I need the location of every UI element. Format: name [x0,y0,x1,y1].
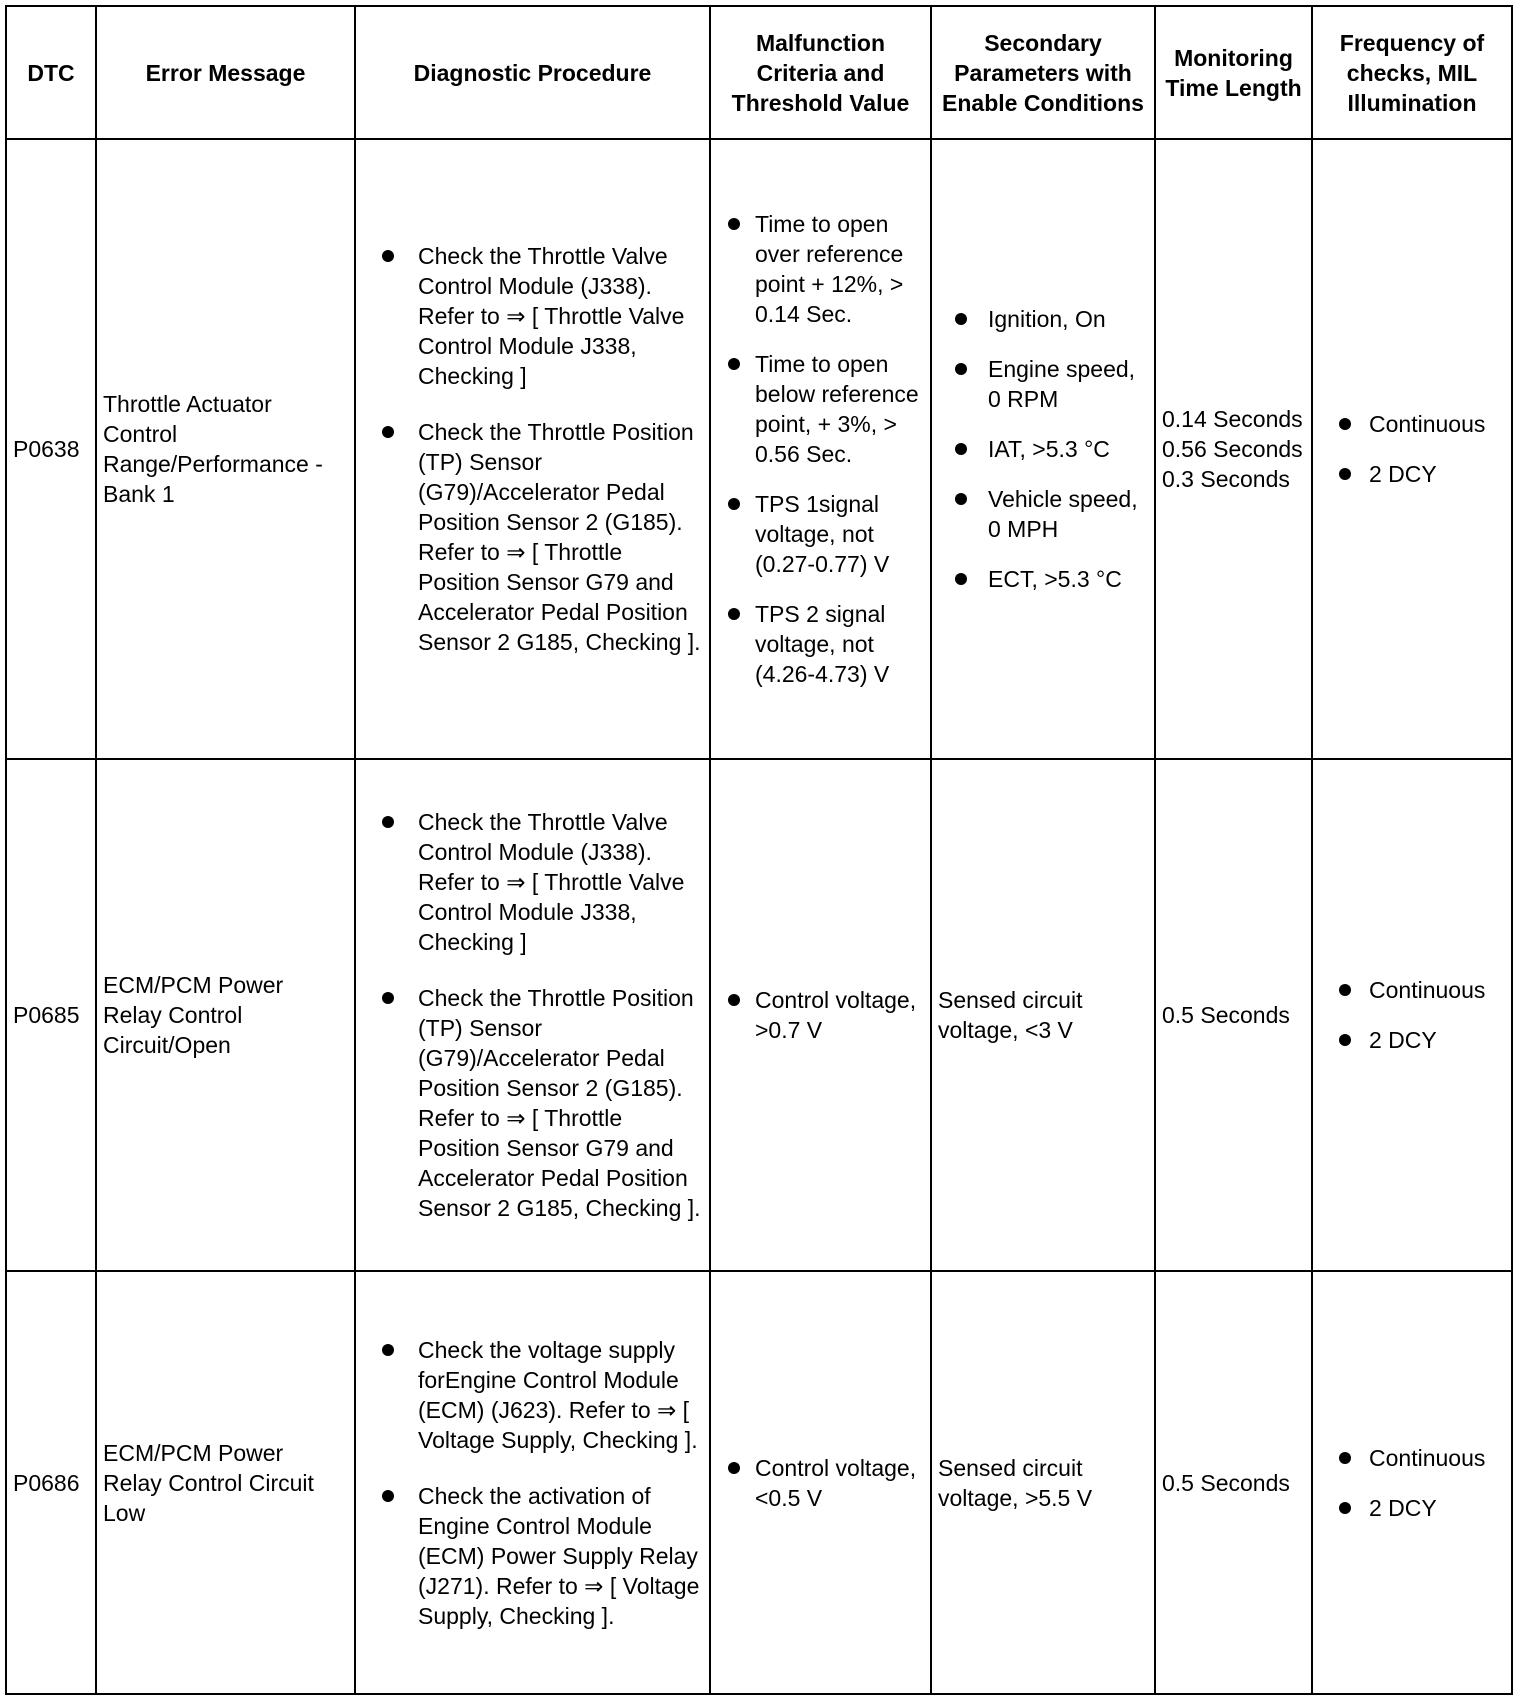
criteria-item: TPS 1signal voltage, not (0.27-0.77) V [717,489,924,579]
header-diagnostic-procedure: Diagnostic Procedure [355,6,710,139]
diagnostic-procedure [355,1271,710,1694]
secondary-parameters: Sensed circuit voltage, <3 V [931,759,1155,1271]
malfunction-criteria [710,759,931,1271]
malfunction-criteria [710,1271,931,1694]
frequency-item: Continuous [1319,1443,1505,1473]
procedure-item: Check the Throttle Position (TP) Sensor (G79)/Accelerator Pedal Position Sensor 2 (G185). Refer to ⇒ [ Throttle Position Sensor G79 and Accelerator Pedal Position Sensor 2 G185, Checking ]. [362,417,703,657]
error-message: ECM/PCM Power Relay Control Circuit Low [96,1271,355,1694]
criteria-item: Control voltage, >0.7 V [717,985,924,1045]
diagnostic-procedure [355,759,710,1271]
dtc-code: P0686 [6,1271,96,1694]
header-dtc: DTC [6,6,96,139]
criteria-item: Control voltage, <0.5 V [717,1453,924,1513]
criteria-item: TPS 2 signal voltage, not (4.26-4.73) V [717,599,924,689]
secondary-item: IAT, >5.3 °C [938,434,1148,464]
procedure-item: Check the activation of Engine Control Module (ECM) Power Supply Relay (J271). Refer to ⇒ [ Voltage Supply, Checking ]. [362,1481,703,1631]
table-row [6,759,1512,1271]
header-row [6,6,1512,139]
dtc-code: P0638 [6,139,96,759]
table-row [6,1271,1512,1694]
frequency [1312,1271,1512,1694]
table-row [6,139,1512,759]
header-frequency: Frequency of checks, MIL Illumination [1312,6,1512,139]
frequency [1312,139,1512,759]
frequency [1312,759,1512,1271]
secondary-item: Ignition, On [938,304,1148,334]
header-malfunction-criteria: Malfunction Criteria and Threshold Value [710,6,931,139]
procedure-item: Check the voltage supply forEngine Control Module (ECM) (J623). Refer to ⇒ [ Voltage Supply, Checking ]. [362,1335,703,1455]
secondary-parameters [931,139,1155,759]
header-monitoring-time: Monitoring Time Length [1155,6,1312,139]
header-error-message: Error Message [96,6,355,139]
error-message: Throttle Actuator Control Range/Performance - Bank 1 [96,139,355,759]
secondary-item: Vehicle speed, 0 MPH [938,484,1148,544]
procedure-item: Check the Throttle Valve Control Module (J338). Refer to ⇒ [ Throttle Valve Control Module J338, Checking ] [362,241,703,391]
procedure-item: Check the Throttle Position (TP) Sensor (G79)/Accelerator Pedal Position Sensor 2 (G185). Refer to ⇒ [ Throttle Position Sensor G79 and Accelerator Pedal Position Sensor 2 G185, Checking ]. [362,983,703,1223]
dtc-table [5,5,1513,1695]
frequency-item: Continuous [1319,975,1505,1005]
frequency-item: 2 DCY [1319,459,1505,489]
secondary-item: Engine speed, 0 RPM [938,354,1148,414]
monitoring-time: 0.14 Seconds 0.56 Seconds 0.3 Seconds [1155,139,1312,759]
frequency-item: 2 DCY [1319,1025,1505,1055]
criteria-item: Time to open below reference point, + 3%, > 0.56 Sec. [717,349,924,469]
diagnostic-procedure [355,139,710,759]
monitoring-time: 0.5 Seconds [1155,1271,1312,1694]
criteria-item: Time to open over reference point + 12%, > 0.14 Sec. [717,209,924,329]
secondary-item: ECT, >5.3 °C [938,564,1148,594]
dtc-code: P0685 [6,759,96,1271]
frequency-item: Continuous [1319,409,1505,439]
secondary-parameters: Sensed circuit voltage, >5.5 V [931,1271,1155,1694]
header-secondary-parameters: Secondary Parameters with Enable Conditions [931,6,1155,139]
error-message: ECM/PCM Power Relay Control Circuit/Open [96,759,355,1271]
malfunction-criteria [710,139,931,759]
procedure-item: Check the Throttle Valve Control Module (J338). Refer to ⇒ [ Throttle Valve Control Module J338, Checking ] [362,807,703,957]
frequency-item: 2 DCY [1319,1493,1505,1523]
monitoring-time: 0.5 Seconds [1155,759,1312,1271]
